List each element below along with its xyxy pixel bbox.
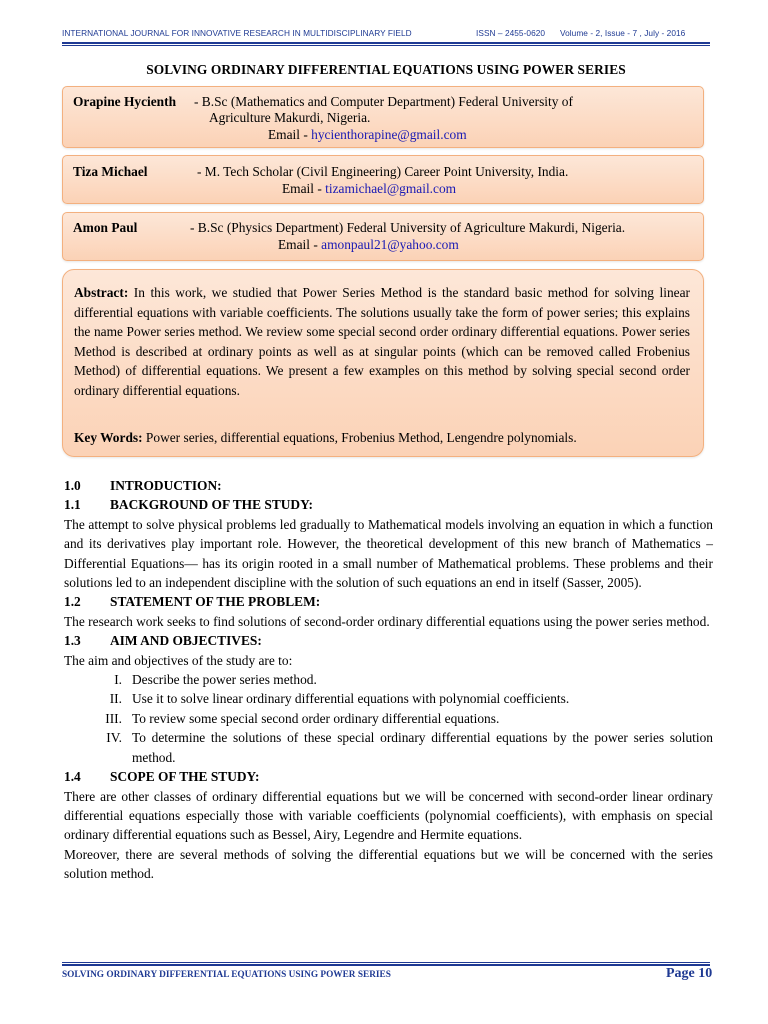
list-item: II. Use it to solve linear ordinary differential equations with polynomial coefficients. <box>109 691 570 707</box>
footer-rule-thin <box>62 962 710 963</box>
list-item: IV. To determine the solutions of these special ordinary differential equations by the power series solution method. <box>106 730 713 765</box>
scope-paragraph: There are other classes of ordinary differential equations but we will be concerned with second-order linear ordinary differential equations especially those with variable coefficients (polynomial coefficients), with emphasis on special ordinary differential equations such as Bessel, Airy, Legendre and Hermite equations. <box>64 788 713 843</box>
section-heading-aims: 1.3 AIM AND OBJECTIVES: <box>64 633 262 649</box>
author-email-link[interactable]: tizamichael@gmail.com <box>325 181 457 196</box>
scope-paragraph-2: Moreover, there are several methods of solving the differential equations but we will be concerned with the series solution method. <box>64 846 713 882</box>
author-name: Tiza Michael <box>73 164 148 179</box>
author-email-line: Email - tizamichael@gmail.com <box>282 181 457 196</box>
page-number: Page 10 <box>666 966 713 981</box>
author-email-line: Email - amonpaul21@yahoo.com <box>278 237 459 252</box>
running-footer-title: SOLVING ORDINARY DIFFERENTIAL EQUATIONS USING POWER SERIES <box>62 970 391 980</box>
author-affiliation: - B.Sc (Mathematics and Computer Department) Federal University of <box>194 94 573 109</box>
author-affiliation-cont: Agriculture Makurdi, Nigeria. <box>209 110 371 125</box>
header-rule-thick <box>62 42 710 44</box>
list-item: I. Describe the power series method. <box>114 672 317 688</box>
objectives-list <box>64 670 713 767</box>
author-affiliation: - M. Tech Scholar (Civil Engineering) Career Point University, India. <box>197 164 569 179</box>
section-heading-scope: 1.4 SCOPE OF THE STUDY: <box>64 769 260 785</box>
author-email-line: Email - hycienthorapine@gmail.com <box>268 127 467 142</box>
section-heading-background: 1.1 BACKGROUND OF THE STUDY: <box>64 497 313 513</box>
abstract-text: Abstract: In this work, we studied that Power Series Method is the standard basic method for solving linear differential equations with variable coefficients. The solutions usually take the form of power series; this explains the name Power series method. We review some special second order ordinary differential equations. Power series Method is described at ordinary points as well as at singular points (which can be removed called Frobenius Method) of differential equations. We present a few examples on this method by solving special second order ordinary differential equations. <box>74 285 690 398</box>
problem-paragraph: The research work seeks to find solutions of second-order ordinary differential equations using the power series method. <box>64 613 710 629</box>
volume-issue: Volume - 2, Issue - 7 , July - 2016 <box>560 28 686 38</box>
list-item: III. To review some special second order ordinary differential equations. <box>105 710 500 726</box>
header-rule-thin <box>62 45 710 46</box>
aims-intro: The aim and objectives of the study are to: <box>64 652 293 668</box>
keywords: Key Words: Power series, differential equations, Frobenius Method, Lengendre polynomials. <box>74 430 577 445</box>
author-name: Amon Paul <box>73 220 138 235</box>
author-name: Orapine Hycienth <box>73 94 177 109</box>
paper-title: SOLVING ORDINARY DIFFERENTIAL EQUATIONS USING POWER SERIES <box>146 62 626 77</box>
footer-rule-thick <box>62 964 710 966</box>
author-affiliation: - B.Sc (Physics Department) Federal University of Agriculture Makurdi, Nigeria. <box>190 220 626 235</box>
issn: ISSN – 2455-0620 <box>476 28 546 38</box>
background-paragraph: The attempt to solve physical problems led gradually to Mathematical models involving an equation in which a function and its derivatives play important role. However, the theoretical development of this new branch of Mathematics –Differential Equations— has its origin rooted in a small number of Mathematical problems. These problems and their solutions led to an independent discipline with the solution of such equations an end in itself (Sasser, 2005). <box>64 516 713 591</box>
author-box-2 <box>62 155 704 204</box>
section-heading-intro: 1.0 INTRODUCTION: <box>64 478 222 493</box>
author-email-link[interactable]: amonpaul21@yahoo.com <box>321 237 459 252</box>
section-heading-problem: 1.2 STATEMENT OF THE PROBLEM: <box>64 594 321 610</box>
author-box-3 <box>62 212 704 261</box>
main-body <box>64 476 713 884</box>
abstract-box <box>62 269 704 457</box>
author-box-1 <box>62 86 704 148</box>
journal-name: INTERNATIONAL JOURNAL FOR INNOVATIVE RESEARCH IN MULTIDISCIPLINARY FIELD <box>62 28 412 38</box>
author-email-link[interactable]: hycienthorapine@gmail.com <box>311 127 467 142</box>
